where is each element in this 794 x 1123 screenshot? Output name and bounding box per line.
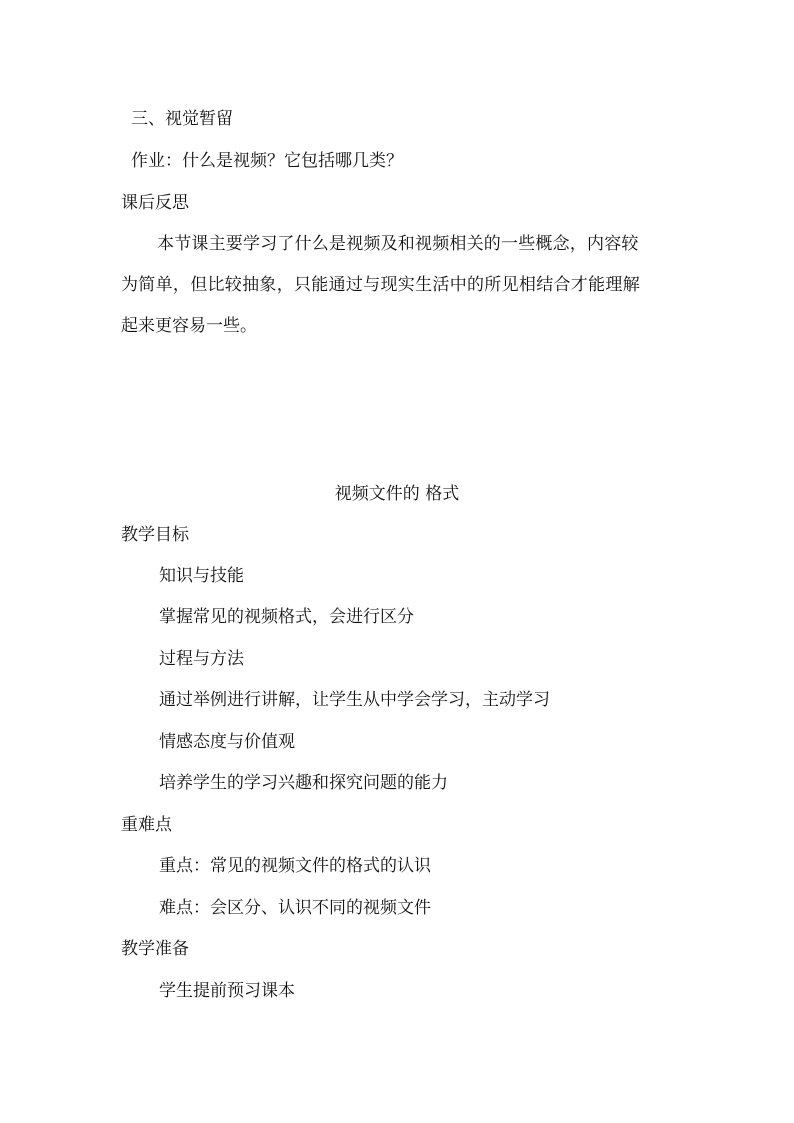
key-point-text: 重点：常见的视频文件的格式的认识 [159,856,431,876]
preparation-heading: 教学准备 [121,939,189,959]
difficult-point-text: 难点：会区分、认识不同的视频文件 [159,898,431,918]
process-text: 通过举例进行讲解，让学生从中学会学习，主动学习 [159,690,550,710]
attitude-heading: 情感态度与价值观 [159,732,295,752]
attitude-text: 培养学生的学习兴趣和探究问题的能力 [159,773,448,793]
homework-text: 作业：什么是视频？它包括哪几类？ [131,151,403,171]
preparation-text: 学生提前预习课本 [159,981,295,1001]
lesson-title: 视频文件的 格式 [334,484,460,504]
process-heading: 过程与方法 [159,649,244,669]
reflection-line-2: 为简单，但比较抽象，只能通过与现实生活中的所见相结合才能理解 [121,275,640,295]
reflection-heading: 课后反思 [121,193,189,213]
heading-visual-persistence: 三、视觉暂留 [131,109,233,129]
objectives-heading: 教学目标 [121,525,189,545]
knowledge-text: 掌握常见的视频格式，会进行区分 [159,607,414,627]
key-points-heading: 重难点 [121,815,172,835]
reflection-line-1: 本节课主要学习了什么是视频及和视频相关的一些概念，内容较 [157,234,639,254]
reflection-line-3: 起来更容易一些。 [121,316,257,336]
knowledge-heading: 知识与技能 [159,566,244,586]
